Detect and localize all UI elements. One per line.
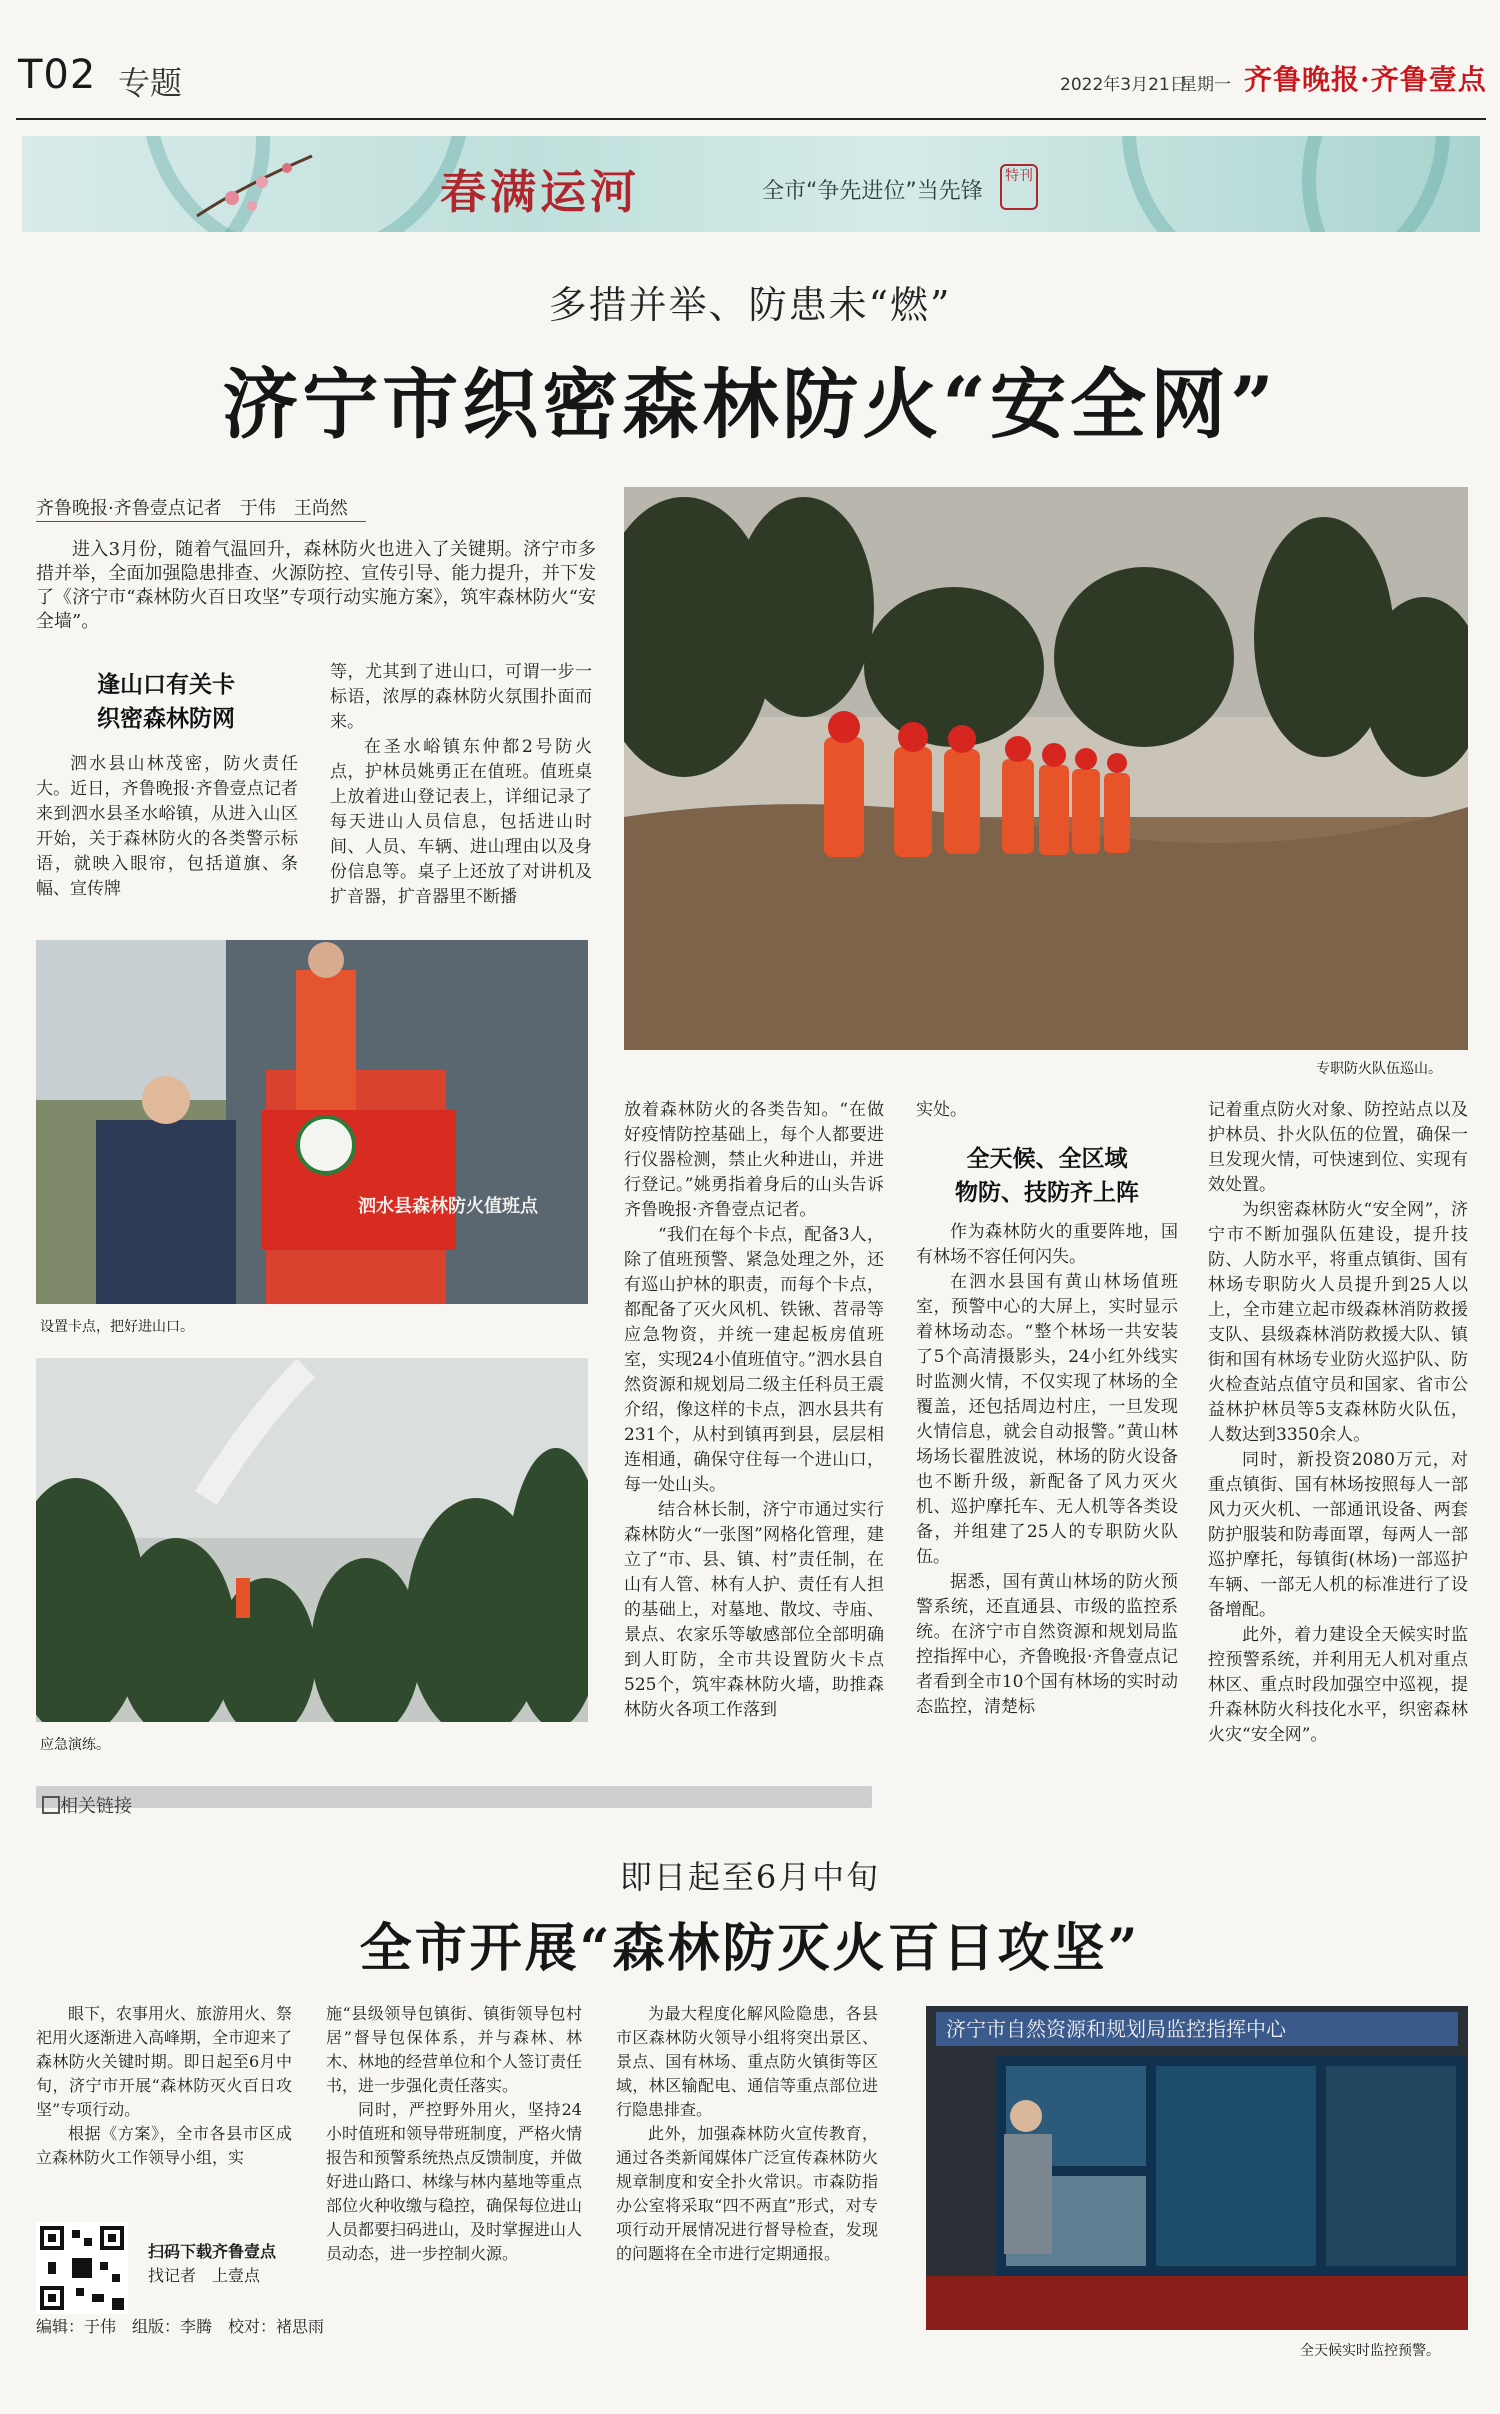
related-kicker: 即日起至6月中旬 <box>619 1858 881 1896</box>
qr-code[interactable] <box>36 2222 128 2314</box>
qr-label: 扫码下载齐鲁壹点 找记者 上壹点 <box>148 2242 277 2285</box>
caption-checkpoint: 设置卡点，把好进山口。 <box>40 1319 194 1335</box>
column-3: 放着森林防火的各类告知。“在做好疫情防控基础上，每个人都要进行仪器检测，禁止火种进山，并进行登记。”姚勇指着身后的山头告诉齐鲁晚报·齐鲁壹点记者。 “我们在每个卡点，配备3人，除了值班预警、紧急处理之外，还有巡山护林的职责，而每个卡点，都配备了灭火风机、铁锹、苕帚等应急物资，并统一建起板房值班室，实现24小值班值守。”泗水县自然资源和规划局二级主任科员王震介绍，像这样的卡点，泗水县共有231个，从村到镇再到县，层层相连相通，确保守住每一个进山口，每一处山头。 结合林长制，济宁市通过实行森林防火“一张图”网格化管理，建立了“市、县、镇、村”责任制，在山有人管、林有人护、责任有人担的基础上，对墓地、散坟、寺庙、景点、农家乐等敏感部位全部明确到人盯防，全市共设置防火卡点525个，筑牢森林防火墙，助推森林防火各项工作落到 <box>624 1100 884 1720</box>
column-1: 泗水县山林茂密，防火责任大。近日，齐鲁晚报·齐鲁壹点记者来到泗水县圣水峪镇，从进入山区开始，关于森林防火的各类警示标语，就映入眼帘，包括道旗、条幅、宣传牌 <box>36 754 298 899</box>
section-topic: 专题 <box>118 64 183 102</box>
related-headline: 全市开展“森林防灭火百日攻坚” <box>359 1918 1141 1979</box>
banner-subtitle: 全市“争先进位”当先锋 <box>762 179 983 204</box>
issue-weekday: 星期一 <box>1180 75 1231 95</box>
page-number: T02 <box>18 52 97 98</box>
byline-rule <box>36 521 366 522</box>
photo-monitor-center <box>926 2006 1468 2330</box>
lead-paragraph: 进入3月份，随着气温回升，森林防火也进入了关键期。济宁市多措并举，全面加强隐患排查、火源防控、宣传引导、能力提升，并下发了《济宁市“森林防火百日攻坚”专项行动实施方案》，筑牢森林防火“安全墙”。 <box>36 539 596 632</box>
related-link-label: 相关链接 <box>60 1796 132 1817</box>
byline: 齐鲁晚报·齐鲁壹点记者 于伟 王尚然 <box>36 498 348 519</box>
article-kicker: 多措并举、防患未“燃” <box>548 283 952 327</box>
related-column-2: 施“县级领导包镇街、镇街领导包村居”督导包保体系，并与森林、林木、林地的经营单位和个人签订责任书，进一步强化责任落实。 同时，严控野外用火，坚持24小时值班和领导带班制度，严格火情报告和预警系统热点反馈制度，并做好进山路口、林缘与林内墓地等重点部位火种收缴与稳控，确保每位进山人员都要扫码进山，及时掌握进山人员动态，进一步控制火源。 <box>326 2004 583 2263</box>
link-icon <box>42 1796 60 1814</box>
sign-text: 泗水县森林防火值班点 <box>358 1196 538 1217</box>
column-5: 记着重点防火对象、防控站点以及护林员、扑火队伍的位置，确保一旦发现火情，可快速到位、实现有效处置。 为织密森林防火“安全网”，济宁市不断加强队伍建设，提升技防、人防水平，将重点镇街、国有林场专职防火人员提升到25人以上，全市建立起市级森林消防救援支队、县级森林消防救援大队、镇街和国有林场专业防火巡护队、防火检查站点值守员和国家、省市公益林护林员等5支森林防火队伍，人数达到3350余人。 同时，新投资2080万元，对重点镇街、国有林场按照每人一部风力灭火机、一部通讯设备、两套防护服装和防毒面罩，每两人一部巡护摩托，每镇街(林场)一部巡护车辆、一部无人机的标准进行了设备增配。 此外，着力建设全天候实时监控预警系统，并利用无人机对重点林区、重点时段加强空中巡视，提升森林防火科技化水平，织密森林火灾“安全网”。 <box>1208 1100 1468 1745</box>
related-column-3: 为最大程度化解风险隐患，各县市区森林防火领导小组将突出景区、景点、国有林场、重点防火镇街等区域，林区输配电、通信等重点部位进行隐患排查。 此外，加强森林防火宣传教育，通过各类新闻媒体广泛宣传森林防火规章制度和安全扑火常识。市森防指办公室将采取“四不两直”形式，对专项行动开展情况进行督导检查，发现的问题将在全市进行定期通报。 <box>616 2004 878 2263</box>
related-link-bar <box>36 1786 872 1808</box>
subhead-all-weather: 全天候、全区域 物防、技防齐上阵 <box>955 1145 1139 1206</box>
banner-title: 春满运河 <box>440 165 640 219</box>
related-column-1: 眼下，农事用火、旅游用火、祭祀用火逐渐进入高峰期，全市迎来了森林防火关键时期。即日起至6月中旬，济宁市开展“森林防灭火百日攻坚”专项行动。 根据《方案》，全市各县市区成立森林防火工作领导小组，实 <box>36 2004 293 2167</box>
article-headline: 济宁市织密森林防火“安全网” <box>222 360 1278 449</box>
photo-fire-team <box>624 487 1468 1050</box>
screen-title: 济宁市自然资源和规划局监控指挥中心 <box>946 2017 1286 2041</box>
footer-credits: 编辑：于伟 组版：李腾 校对：褚思雨 <box>36 2317 325 2336</box>
header-rule <box>16 118 1486 120</box>
plum-blossom-icon <box>192 146 322 226</box>
brand-logo: 齐鲁晚报·齐鲁壹点 <box>1244 63 1487 96</box>
subhead-checkpoint: 逢山口有关卡 织密森林防网 <box>97 671 235 732</box>
banner-seal: 特刊 <box>1000 164 1038 210</box>
column-2: 等，尤其到了进山口，可谓一步一标语，浓厚的森林防火氛围扑面而来。 在圣水峪镇东仲都2号防火点，护林员姚勇正在值班。值班桌上放着进山登记表上，详细记录了每天进山人员信息，包括进山时间、人员、车辆、进山理由以及身份信息等。桌子上还放了对讲机及扩音器，扩音器里不断播 <box>330 662 592 907</box>
photo-checkpoint <box>36 940 588 1304</box>
section-banner <box>22 136 1480 232</box>
column-4: 实处。 <box>916 1100 967 1120</box>
photo-drill <box>36 1358 588 1722</box>
caption-drill: 应急演练。 <box>40 1737 110 1753</box>
caption-monitor: 全天候实时监控预警。 <box>1300 2343 1440 2359</box>
caption-team: 专职防火队伍巡山。 <box>1316 1061 1442 1077</box>
issue-date: 2022年3月21日 <box>1060 75 1187 95</box>
column-4-body: 作为森林防火的重要阵地，国有林场不容任何闪失。 在泗水县国有黄山林场值班室，预警中心的大屏上，实时显示着林场动态。“整个林场一共安装了5个高清摄影头，24小红外线实时监测火情，不仅实现了林场的全覆盖，还包括周边村庄，一旦发现火情信息，就会自动报警。”黄山林场场长翟胜波说，林场的防火设备也不断升级，新配备了风力灭火机、巡护摩托车、无人机等各类设备，并组建了25人的专职防火队伍。 据悉，国有黄山林场的防火预警系统，还直通县、市级的监控系统。在济宁市自然资源和规划局监控指挥中心，齐鲁晚报·齐鲁壹点记者看到全市10个国有林场的实时动态监控，清楚标 <box>916 1222 1178 1717</box>
